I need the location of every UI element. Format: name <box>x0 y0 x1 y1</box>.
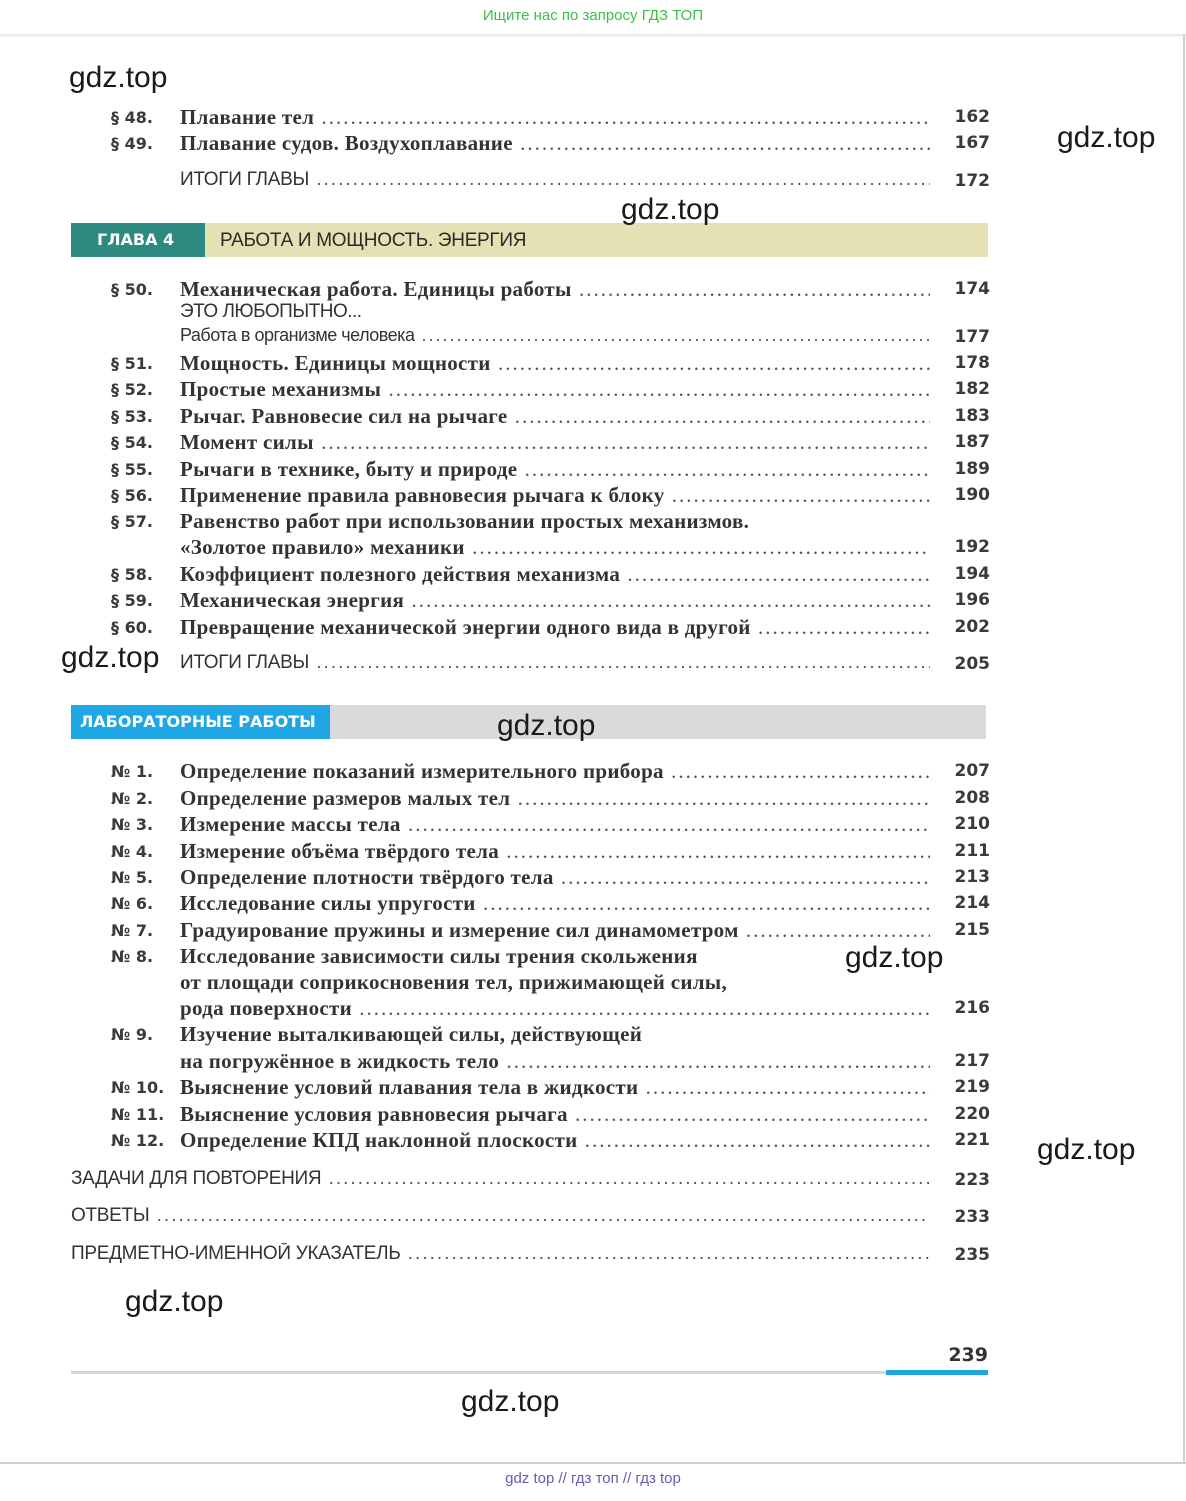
toc-entry <box>0 351 1186 377</box>
watermark: gdz.top <box>1037 1133 1136 1166</box>
entry-number: § 53. <box>111 407 153 426</box>
appendix-title: ОТВЕТЫ ..... <box>71 1205 930 1227</box>
entry-title-line2: на погружённое в жидкость тело ..... <box>180 1049 930 1074</box>
entry-title: Превращение механической энергии одного вида в другой ..... <box>180 615 930 640</box>
watermark: gdz.top <box>461 1385 560 1418</box>
appendix-entry <box>0 1168 1186 1194</box>
curious-label: ЭТО ЛЮБОПЫТНО... <box>180 301 362 322</box>
watermark: gdz.top <box>69 61 168 94</box>
entry-number: § 52. <box>111 380 153 399</box>
entry-number: § 49. <box>111 134 153 153</box>
entry-page: 183 <box>954 406 990 426</box>
toc-entry <box>0 918 1186 944</box>
entry-title: Измерение массы тела ..... <box>180 812 930 837</box>
toc-entry <box>0 404 1186 430</box>
entry-page: 192 <box>954 537 990 557</box>
entry-number: № 3. <box>111 815 154 834</box>
entry-number: § 50. <box>111 280 153 299</box>
entry-page: 174 <box>954 279 990 299</box>
entry-title-line1: Равенство работ при использовании простых механизмов. <box>180 509 750 533</box>
entry-title: Выяснение условия равновесия рычага ..... <box>180 1102 930 1127</box>
toc-entry-continuation <box>0 970 1186 996</box>
entry-title-line3: рода поверхности ..... <box>180 996 930 1021</box>
toc-entry-continuation <box>0 1049 1186 1075</box>
toc-entry <box>0 812 1186 838</box>
toc-entry <box>0 1102 1186 1128</box>
watermark: gdz.top <box>845 941 944 974</box>
toc-entry <box>0 944 1186 970</box>
entry-title: Применение правила равновесия рычага к блоку ..... <box>180 483 930 508</box>
entry-number: § 48. <box>111 108 153 127</box>
entry-page: 202 <box>954 617 990 637</box>
labs-tag: ЛАБОРАТОРНЫЕ РАБОТЫ <box>71 705 330 739</box>
entry-page: 194 <box>954 564 990 584</box>
entry-title-line1: Изучение выталкивающей силы, действующей <box>180 1022 643 1046</box>
entry-number: § 51. <box>111 354 153 373</box>
entry-page: 178 <box>954 353 990 373</box>
watermark: gdz.top <box>621 193 720 226</box>
entry-title: Рычаг. Равновесие сил на рычаге ..... <box>180 404 930 429</box>
entry-number: № 12. <box>111 1131 165 1150</box>
entry-title: Плавание судов. Воздухоплавание ..... <box>180 131 930 156</box>
toc-entry <box>0 786 1186 812</box>
toc-entry <box>0 759 1186 785</box>
summary-page: 172 <box>954 171 990 191</box>
entry-number: § 60. <box>111 618 153 637</box>
toc-entry <box>0 325 1186 351</box>
bottom-links[interactable]: gdz top // гдз топ // гдз top <box>505 1470 681 1487</box>
toc-entry <box>0 839 1186 865</box>
appendix-entry <box>0 1205 1186 1231</box>
entry-title: Определение КПД наклонной плоскости ..... <box>180 1128 930 1153</box>
entry-page: 213 <box>954 867 990 887</box>
toc-entry <box>0 615 1186 641</box>
entry-number: № 2. <box>111 789 154 808</box>
toc-entry <box>0 277 1186 303</box>
entry-title: Работа в организме человека ..... <box>180 325 930 346</box>
entry-title: Плавание тел ..... <box>180 105 930 130</box>
summary-page: 205 <box>954 654 990 674</box>
toc-entry-continuation <box>0 535 1186 561</box>
entry-page: 208 <box>954 788 990 808</box>
entry-page: 221 <box>954 1130 990 1150</box>
entry-number: № 1. <box>111 762 154 781</box>
entry-title: Определение плотности твёрдого тела ..... <box>180 865 930 890</box>
entry-page: 216 <box>954 998 990 1018</box>
entry-page: 189 <box>954 459 990 479</box>
entry-number: № 6. <box>111 894 154 913</box>
toc-entry <box>0 131 1186 157</box>
footer-accent-bar <box>886 1370 988 1375</box>
entry-number: № 10. <box>111 1078 165 1097</box>
chapter-header <box>71 223 988 257</box>
entry-page: 219 <box>954 1077 990 1097</box>
toc-entry <box>0 377 1186 403</box>
watermark: gdz.top <box>61 641 160 674</box>
toc-entry <box>0 1075 1186 1101</box>
top-banner[interactable]: Ищите нас по запросу ГДЗ ТОП <box>482 7 704 24</box>
chapter-summary-entry <box>0 652 1186 678</box>
toc-entry <box>0 105 1186 131</box>
watermark: gdz.top <box>125 1285 224 1318</box>
entry-title: Рычаги в технике, быту и природе ..... <box>180 457 930 482</box>
watermark: gdz.top <box>1057 121 1156 154</box>
entry-page: 214 <box>954 893 990 913</box>
entry-title-line2: «Золотое правило» механики ..... <box>180 535 930 560</box>
entry-page: 220 <box>954 1104 990 1124</box>
watermark: gdz.top <box>497 709 596 742</box>
summary-title: ИТОГИ ГЛАВЫ ..... <box>180 652 930 674</box>
entry-page: 217 <box>954 1051 990 1071</box>
entry-title: Выяснение условий плавания тела в жидкости ..... <box>180 1075 930 1100</box>
toc-entry <box>0 562 1186 588</box>
entry-number: № 11. <box>111 1105 165 1124</box>
entry-number: № 5. <box>111 868 154 887</box>
entry-number: № 4. <box>111 842 154 861</box>
entry-number: § 55. <box>111 460 153 479</box>
entry-number: № 7. <box>111 921 154 940</box>
appendix-title: ПРЕДМЕТНО-ИМЕННОЙ УКАЗАТЕЛЬ ..... <box>71 1243 930 1265</box>
appendix-page: 233 <box>954 1207 990 1227</box>
entry-page: 162 <box>954 107 990 127</box>
curious-label-row <box>0 301 1186 327</box>
summary-title: ИТОГИ ГЛАВЫ ..... <box>180 169 930 191</box>
entry-page: 190 <box>954 485 990 505</box>
entry-number: § 54. <box>111 433 153 452</box>
entry-page: 167 <box>954 133 990 153</box>
entry-title-line2: от площади соприкосновения тел, прижимающей силы, <box>180 970 728 994</box>
toc-entry <box>0 588 1186 614</box>
appendix-title: ЗАДАЧИ ДЛЯ ПОВТОРЕНИЯ ..... <box>71 1168 930 1190</box>
entry-page: 196 <box>954 590 990 610</box>
entry-title: Мощность. Единицы мощности ..... <box>180 351 930 376</box>
entry-number: № 9. <box>111 1025 154 1044</box>
entry-number: № 8. <box>111 947 154 966</box>
entry-page: 207 <box>954 761 990 781</box>
entry-title-line1: Исследование зависимости силы трения скольжения <box>180 944 698 968</box>
entry-title: Градуирование пружины и измерение сил динамометром ..... <box>180 918 930 943</box>
entry-number: § 57. <box>111 512 153 531</box>
chapter-tag: ГЛАВА 4 <box>71 223 205 257</box>
entry-title: Механическая энергия ..... <box>180 588 930 613</box>
entry-title: Момент силы ..... <box>180 430 930 455</box>
page-number: 239 <box>948 1344 988 1366</box>
appendix-entry <box>0 1243 1186 1269</box>
page-bottom-border <box>0 1462 1186 1464</box>
entry-page: 211 <box>954 841 990 861</box>
toc-entry <box>0 1128 1186 1154</box>
chapter-summary-entry <box>0 169 1186 195</box>
appendix-page: 235 <box>954 1245 990 1265</box>
toc-entry <box>0 509 1186 535</box>
entry-title: Измерение объёма твёрдого тела ..... <box>180 839 930 864</box>
entry-number: § 56. <box>111 486 153 505</box>
entry-title: Определение показаний измерительного прибора ..... <box>180 759 930 784</box>
entry-page: 210 <box>954 814 990 834</box>
entry-title: Простые механизмы ..... <box>180 377 930 402</box>
entry-number: § 58. <box>111 565 153 584</box>
toc-entry <box>0 1022 1186 1048</box>
entry-title: Определение размеров малых тел ..... <box>180 786 930 811</box>
banner-divider <box>0 34 1186 38</box>
entry-number: § 59. <box>111 591 153 610</box>
toc-entry-continuation <box>0 996 1186 1022</box>
entry-page: 215 <box>954 920 990 940</box>
toc-entry <box>0 483 1186 509</box>
entry-page: 187 <box>954 432 990 452</box>
chapter-title: РАБОТА И МОЩНОСТЬ. ЭНЕРГИЯ <box>220 230 527 251</box>
toc-entry <box>0 457 1186 483</box>
footer-rule <box>71 1371 988 1374</box>
toc-entry <box>0 891 1186 917</box>
entry-title: Механическая работа. Единицы работы ..... <box>180 277 930 302</box>
appendix-page: 223 <box>954 1170 990 1190</box>
toc-entry <box>0 865 1186 891</box>
toc-entry <box>0 430 1186 456</box>
entry-page: 182 <box>954 379 990 399</box>
entry-page: 177 <box>954 327 990 347</box>
entry-title: Исследование силы упругости ..... <box>180 891 930 916</box>
entry-title: Коэффициент полезного действия механизма ..... <box>180 562 930 587</box>
